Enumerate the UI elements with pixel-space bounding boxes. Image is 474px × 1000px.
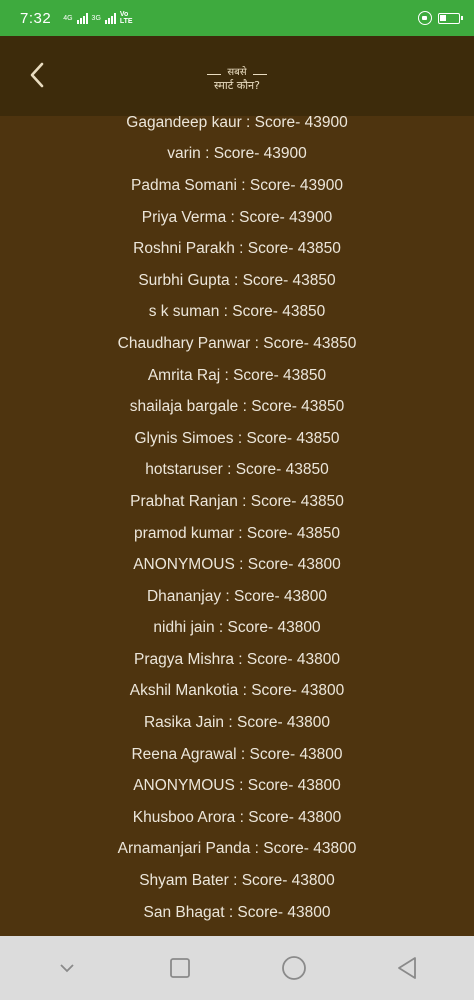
leaderboard-entry: Dhananjay : Score- 43800 (146, 587, 328, 605)
leaderboard-entry: Arnamanjari Panda : Score- 43800 (117, 840, 357, 858)
leaderboard-entry: shailaja bargale : Score- 43850 (129, 398, 345, 416)
leaderboard-entry: Reena Agrawal : Score- 43800 (131, 745, 343, 763)
volte-label: Vo LTE (119, 11, 133, 25)
leaderboard-entry: Padma Somani : Score- 43900 (131, 176, 343, 194)
leaderboard-entry: Prabhat Ranjan : Score- 43850 (130, 492, 344, 510)
leaderboard-list[interactable] (0, 116, 474, 936)
leaderboard-entry: ANONYMOUS : Score- 43800 (133, 777, 341, 795)
status-time: 7:32 (20, 9, 52, 27)
nav-recents-button[interactable] (160, 948, 200, 988)
network-4g-label: 4G (63, 14, 73, 22)
leaderboard-entry: pramod kumar : Score- 43850 (134, 524, 340, 542)
leaderboard-entry: Glynis Simoes : Score- 43850 (134, 429, 340, 447)
app-header (0, 36, 474, 116)
leaderboard-items (0, 116, 474, 928)
system-nav-bar (0, 936, 474, 1000)
nav-back-button[interactable] (387, 948, 427, 988)
circle-icon (281, 955, 307, 981)
leaderboard-entry: s k suman : Score- 43850 (148, 303, 326, 321)
leaderboard-entry: varin : Score- 43900 (167, 145, 307, 163)
nav-home-button[interactable] (274, 948, 314, 988)
leaderboard-entry: Surbhi Gupta : Score- 43850 (138, 271, 336, 289)
status-bar (0, 0, 474, 36)
leaderboard-entry: Gagandeep kaur : Score- 43900 (126, 116, 348, 131)
leaderboard-entry: Roshni Parakh : Score- 43850 (133, 240, 341, 258)
leaderboard-entry: ANONYMOUS : Score- 43800 (133, 556, 341, 574)
leaderboard-entry: Khusboo Arora : Score- 43800 (132, 808, 342, 826)
nav-down-button[interactable] (47, 948, 87, 988)
back-arrow-icon (29, 62, 45, 88)
leaderboard-entry: Rasika Jain : Score- 43800 (143, 714, 331, 732)
chevron-down-icon (58, 962, 76, 974)
logo-line-2: स्मार्ट कौन? (214, 79, 260, 92)
leaderboard-entry: hotstaruser : Score- 43850 (145, 461, 329, 479)
logo-line-1: सबसे (221, 67, 252, 79)
leaderboard-entry: Priya Verma : Score- 43900 (141, 208, 333, 226)
network-indicators (63, 11, 132, 25)
square-icon (169, 957, 191, 979)
rotation-lock-icon (418, 11, 432, 25)
app-logo (214, 60, 260, 92)
network-3g-label: 3G (91, 14, 101, 22)
status-right (418, 11, 460, 25)
back-button[interactable] (22, 60, 52, 90)
leaderboard-entry: Chaudhary Panwar : Score- 43850 (117, 334, 357, 352)
signal-1-icon (77, 13, 88, 24)
triangle-back-icon (396, 956, 418, 980)
leaderboard-entry: Akshil Mankotia : Score- 43800 (129, 682, 345, 700)
leaderboard-entry: Shyam Bater : Score- 43800 (139, 872, 335, 890)
leaderboard-entry: Pragya Mishra : Score- 43800 (134, 650, 340, 668)
battery-icon (438, 13, 460, 24)
signal-2-icon (105, 13, 116, 24)
leaderboard-entry: Amrita Raj : Score- 43850 (147, 366, 327, 384)
leaderboard-entry: San Bhagat : Score- 43800 (143, 903, 331, 921)
leaderboard-entry: nidhi jain : Score- 43800 (153, 619, 321, 637)
